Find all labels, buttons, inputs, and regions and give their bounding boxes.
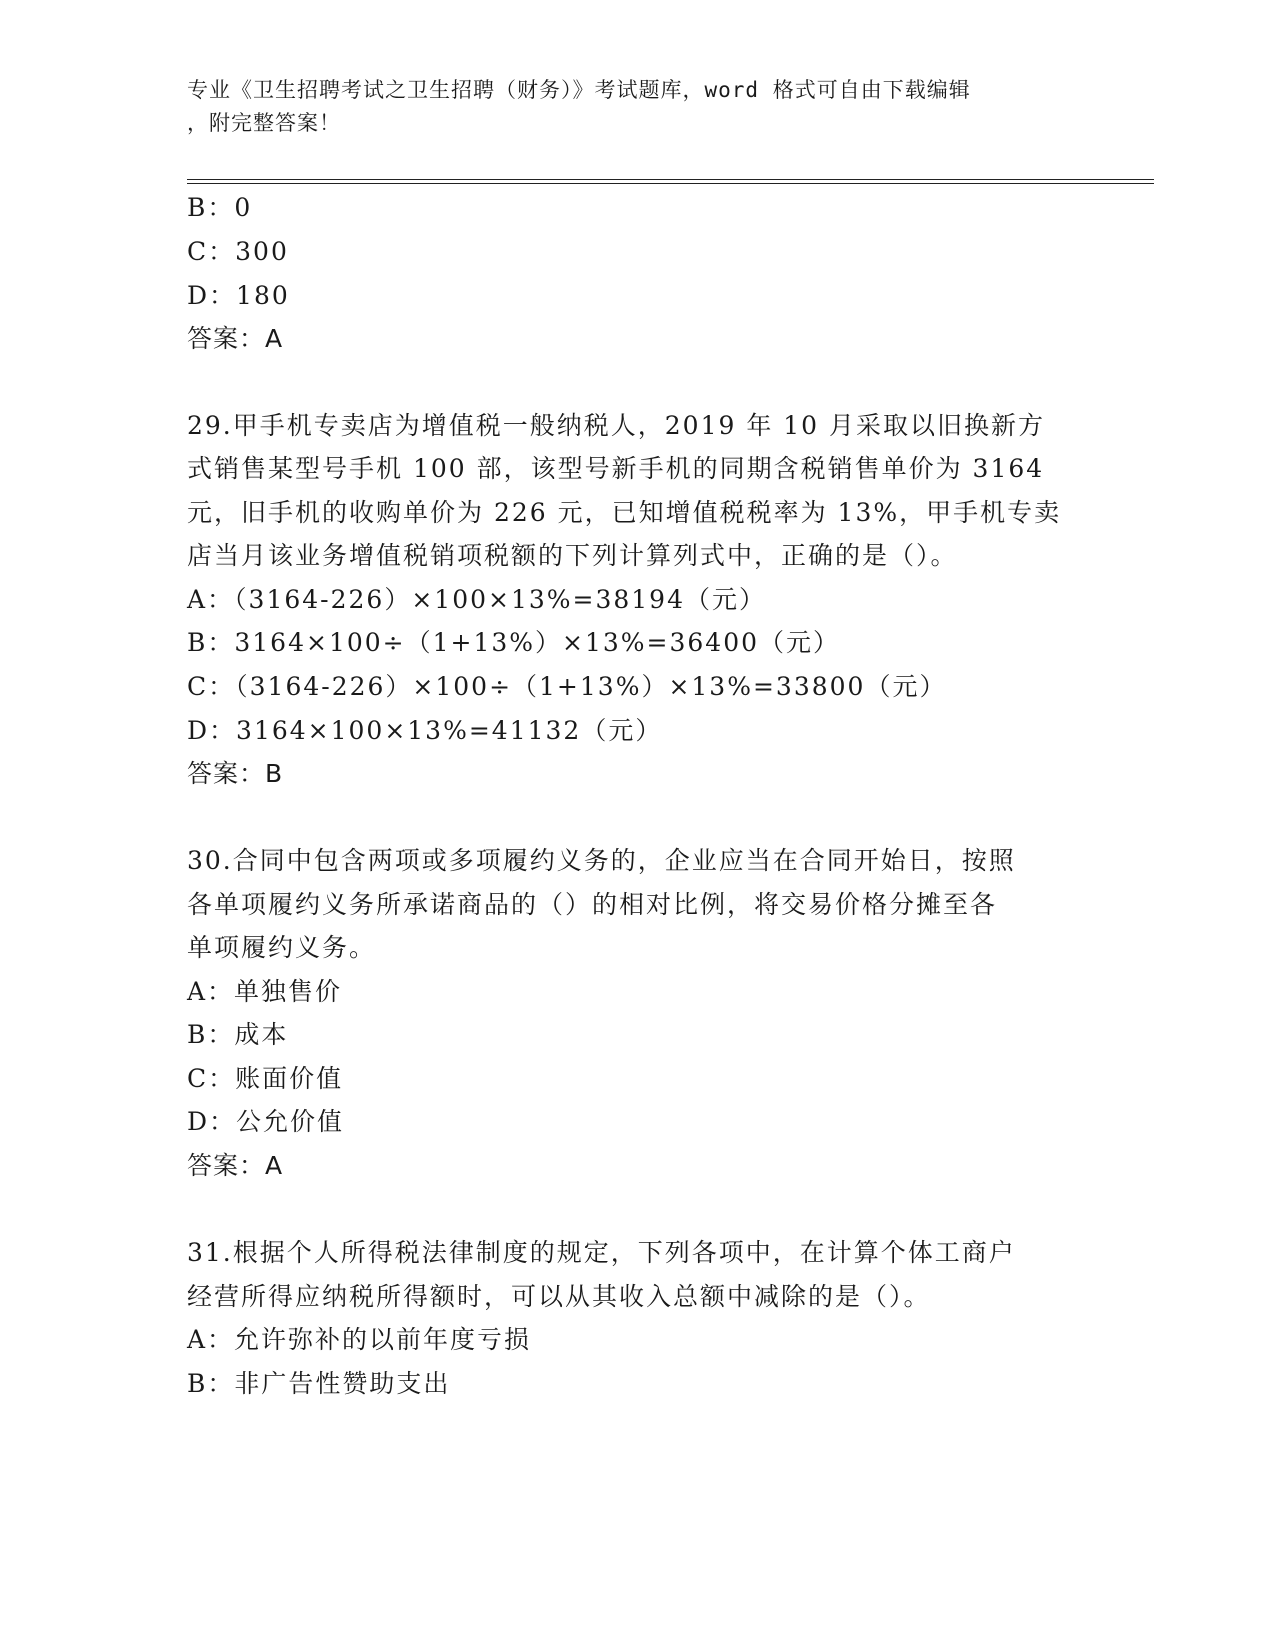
q30-stem-line-1: 30.合同中包含两项或多项履约义务的，企业应当在合同开始日，按照 bbox=[187, 846, 1016, 875]
prev-option-b: B：0 bbox=[187, 193, 253, 222]
q30-stem-line-3: 单项履约义务。 bbox=[187, 933, 377, 962]
header-line-2: ，附完整答案！ bbox=[187, 111, 341, 135]
q30-option-d: D：公允价值 bbox=[187, 1107, 345, 1136]
q31-option-a: A：允许弥补的以前年度亏损 bbox=[187, 1325, 532, 1354]
q29-option-a: A：（3164-226）×100×13%=38194（元） bbox=[187, 585, 766, 614]
prev-option-c: C：300 bbox=[187, 237, 289, 266]
q30-option-a: A：单独售价 bbox=[187, 977, 343, 1006]
q31-stem-line-1: 31.根据个人所得税法律制度的规定，下列各项中，在计算个体工商户 bbox=[187, 1238, 1016, 1267]
page-header bbox=[187, 74, 1067, 140]
q29-stem-line-3: 元，旧手机的收购单价为 226 元，已知增值税税率为 13%，甲手机专卖 bbox=[187, 498, 1062, 527]
prev-answer: 答案：A bbox=[187, 324, 284, 353]
header-divider-top bbox=[187, 179, 1154, 180]
q30-option-c: C：账面价值 bbox=[187, 1064, 344, 1093]
prev-option-d: D：180 bbox=[187, 281, 290, 310]
q31-stem-line-2: 经营所得应纳税所得额时，可以从其收入总额中减除的是（）。 bbox=[187, 1282, 931, 1311]
q31-option-b: B：非广告性赞助支出 bbox=[187, 1369, 451, 1398]
q29-stem-line-4: 店当月该业务增值税销项税额的下列计算列式中，正确的是（）。 bbox=[187, 541, 958, 570]
q29-answer: 答案：B bbox=[187, 759, 284, 788]
q29-stem-line-1: 29.甲手机专卖店为增值税一般纳税人，2019 年 10 月采取以旧换新方 bbox=[187, 411, 1046, 440]
q30-option-b: B：成本 bbox=[187, 1020, 289, 1049]
q29-stem-line-2: 式销售某型号手机 100 部，该型号新手机的同期含税销售单价为 3164 bbox=[187, 454, 1045, 483]
q30-answer: 答案：A bbox=[187, 1151, 284, 1180]
header-line-1: 专业《卫生招聘考试之卫生招聘（财务）》考试题库，word 格式可自由下载编辑 bbox=[187, 78, 971, 102]
q29-option-d: D：3164×100×13%=41132（元） bbox=[187, 716, 663, 745]
q29-option-b: B：3164×100÷（1+13%）×13%=36400（元） bbox=[187, 628, 841, 657]
header-divider-bottom bbox=[187, 183, 1154, 184]
q30-stem-line-2: 各单项履约义务所承诺商品的（）的相对比例，将交易价格分摊至各 bbox=[187, 890, 998, 919]
q29-option-c: C：（3164-226）×100÷（1+13%）×13%=33800（元） bbox=[187, 672, 947, 701]
